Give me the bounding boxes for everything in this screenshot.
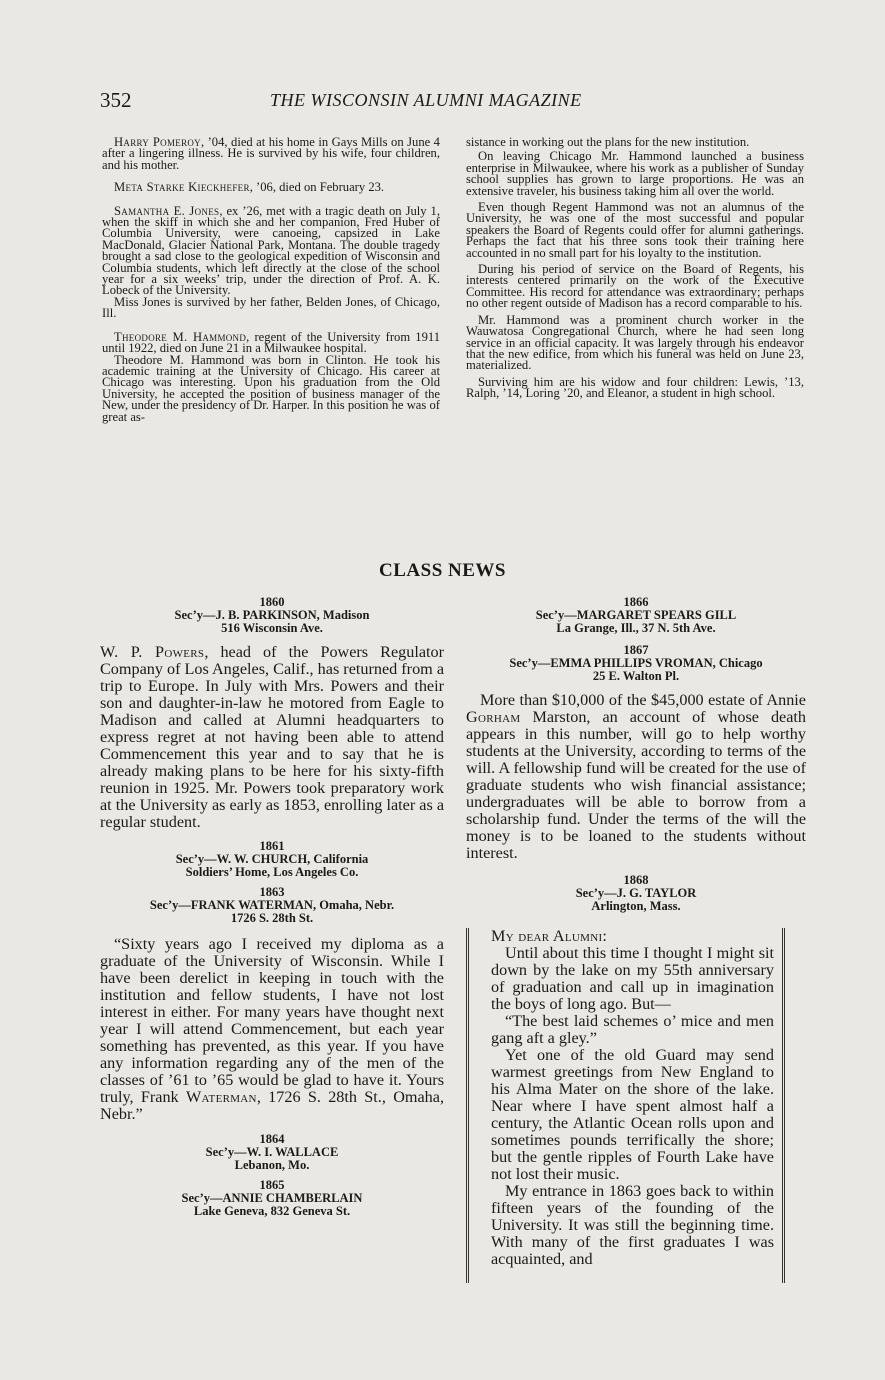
obit-pomeroy: Harry Pomeroy, ’04, died at his home in Gays Mills on June 4 after a lingering illness. He is survived by his wife, four children, and his mother. bbox=[102, 135, 440, 172]
obit-name: Samantha E. Jones bbox=[114, 203, 220, 218]
secretary-line: Sec’y—FRANK WATERMAN, Omaha, Nebr. bbox=[149, 898, 395, 912]
secretary-address: 516 Wisconsin Ave. bbox=[221, 620, 323, 635]
secretary-address: Arlington, Mass. bbox=[591, 898, 681, 913]
obit-jones-survived: Miss Jones is survived by her father, Belden Jones, of Chicago, Ill. bbox=[102, 294, 440, 321]
obit-hammond-cont: sistance in working out the plans for the new institution. bbox=[466, 135, 750, 149]
secretary-address: 1726 S. 28th St. bbox=[230, 910, 314, 925]
class-news-left-column bbox=[100, 596, 444, 1217]
class-year-1864: 1864 bbox=[259, 1132, 285, 1146]
magazine-title: THE WISCONSIN ALUMNI MAGAZINE bbox=[270, 90, 582, 110]
secretary-address: Lebanon, Mo. bbox=[234, 1157, 310, 1172]
class-year-1866: 1866 bbox=[623, 595, 649, 609]
taylor-letter-box bbox=[466, 928, 785, 1283]
secretary-address: Soldiers’ Home, Los Angeles Co. bbox=[185, 864, 359, 879]
section-title: CLASS NEWS bbox=[379, 560, 506, 581]
obit-name: Harry Pomeroy bbox=[114, 135, 201, 149]
secretary-address: La Grange, Ill., 37 N. 5th Ave. bbox=[556, 620, 716, 635]
class-year-1861: 1861 bbox=[259, 839, 285, 853]
secretary-address: 25 E. Walton Pl. bbox=[592, 668, 680, 683]
obit-name: Meta Starke Kieckhefer bbox=[114, 180, 250, 195]
obit-hammond-born: Theodore M. Hammond was born in Clinton. He took his academic training at the University of Chicago. His career at Chicago was interesting. Upon his graduation from the Old University, he accepted the position of business manager of the New, under the presidency of Dr. Harper. In this position he was of great as- bbox=[102, 352, 440, 424]
class-news-right-column bbox=[466, 596, 806, 912]
obit-jones: Samantha E. Jones, ex ’26, met with a tragic death on July 1, when the skiff in which she and her companion, Fred Huber of Columbia University, were canoeing, capsized in Lake MacDonald, Glacier National Park, Montana. The double tragedy brought a sad close to the geological expedition of Wisconsin and Columbia students, which left directly at the close of the school year for a six weeks’ trip, under the direction of Prof. A. K. Lobeck of the University. bbox=[102, 203, 440, 298]
secretary-line: Sec’y—J. B. PARKINSON, Madison bbox=[174, 608, 370, 622]
letter-paragraph: Until about this time I thought I might sit down by the lake on my 55th anniversary of graduation and call up in imagination the boys of long ago. But— bbox=[491, 944, 774, 1013]
obit-name: Theodore M. Hammond bbox=[114, 329, 247, 344]
class-year-1865: 1865 bbox=[259, 1178, 285, 1192]
obit-hammond-p5: Mr. Hammond was a prominent church worker in the Wauwatosa Congregational Church, where he had seen long service in an official capacity. It was largely through his endeavor that the new edifice, from which his funeral was held on June 23, materialized. bbox=[466, 312, 804, 373]
secretary-line: Sec’y—J. G. TAYLOR bbox=[575, 886, 697, 900]
obituaries-left-column bbox=[102, 137, 440, 423]
secretary-line: Sec’y—W. I. WALLACE bbox=[205, 1145, 339, 1159]
obit-kieckhefer: Meta Starke Kieckhefer, ’06, died on February 23. bbox=[114, 180, 385, 195]
letter-paragraph: Yet one of the old Guard may send warmest greetings from New England to his Alma Mater on the shore of the lake. Near where I have spent almost half a century, the Atlantic Ocean rolls upon and sometimes pounds terrifically the shore; but the gentle ripples of Fourth Lake have not lost their music. bbox=[491, 1046, 774, 1183]
person-name: W. P. Powers bbox=[100, 643, 205, 661]
obituaries-right-column bbox=[466, 137, 804, 400]
page-header bbox=[100, 88, 800, 118]
secretary-line: Sec’y—ANNIE CHAMBERLAIN bbox=[181, 1191, 363, 1205]
class-year-1868: 1868 bbox=[623, 873, 649, 887]
secretary-line: Sec’y—W. W. CHURCH, California bbox=[175, 852, 369, 866]
obit-hammond-p3: Even though Regent Hammond was not an alumnus of the University, he was one of the most successful and popular speakers the Board of Regents could offer for alumni gatherings. Perhaps the fact that his three sons took their training here accounted in no small part for his loyalty to the institution. bbox=[466, 200, 804, 260]
obit-hammond-p2: On leaving Chicago Mr. Hammond launched a business enterprise in Milwaukee, where his work as a publisher of Sunday school supplies has grown to large proportions. He was an extensive traveler, his business taking him all over the world. bbox=[466, 149, 804, 198]
news-marston-estate: More than $10,000 of the $45,000 estate of Annie Gorham Marston, an account of whose death appears in this number, will go to help worthy students at the University, according to terms of the will. A fellowship fund will be created for the use of graduate students who wish financial assistance; undergraduates will be able to borrow from a scholarship fund. Under the terms of the will the money is to be loaned to the students without interest. bbox=[466, 691, 806, 862]
secretary-line: Sec’y—EMMA PHILLIPS VROMAN, Chicago bbox=[509, 656, 763, 670]
obit-hammond-p4: During his period of service on the Board of Regents, his interests centered primarily on the work of the Executive Committee. His record for attendance was extraordinary; perhaps no other regent outside of Madison has a record comparable to his. bbox=[466, 262, 804, 311]
class-year-1860: 1860 bbox=[259, 595, 285, 609]
news-powers: W. P. Powers, head of the Powers Regulator Company of Los Angeles, Calif., has returned from a trip to Europe. In July with Mrs. Powers and their son and daughter-in-law he motored from Eagle to Madison and called at Alumni headquarters to express regret at not having been able to attend Commencement this year and to say that he is already making plans to be here for his sixty-fifth reunion in 1925. Mr. Powers took preparatory work at the University as early as 1853, enrolling later as a regular student. bbox=[100, 643, 444, 831]
obit-hammond-p6: Surviving him are his widow and four children: Lewis, ’13, Ralph, ’14, Loring ’20, and Eleanor, a student in high school. bbox=[466, 374, 804, 401]
secretary-address: Lake Geneva, 832 Geneva St. bbox=[193, 1203, 351, 1218]
obit-hammond: Theodore M. Hammond, regent of the University from 1911 until 1922, died on June 21 in a Milwaukee hospital. bbox=[102, 329, 441, 356]
letter-salutation: My dear Alumni: bbox=[491, 927, 608, 945]
secretary-line: Sec’y—MARGARET SPEARS GILL bbox=[535, 608, 737, 622]
class-year-1867: 1867 bbox=[623, 643, 649, 657]
letter-paragraph: My entrance in 1863 goes back to within fifteen years of the founding of the University. It was still the beginning time. With many of the first graduates I was acquainted, and bbox=[491, 1182, 774, 1268]
class-year-1863: 1863 bbox=[259, 885, 285, 899]
news-waterman-letter: “Sixty years ago I received my diploma as a graduate of the University of Wisconsin. While I have been derelict in keeping in touch with the institution and fellow students, I have not lost interest in either. For many years have thought next year I will attend Commencement, but each year something has prevented, as this year. If you have any information regarding any of the men of the classes of ’61 to ’65 would be glad to have it. Yours truly, Frank Waterman, 1726 S. 28th St., Omaha, Nebr.” bbox=[100, 935, 444, 1123]
page-number: 352 bbox=[100, 88, 132, 112]
letter-paragraph: “The best laid schemes o’ mice and men gang aft a gley.” bbox=[491, 1012, 774, 1047]
